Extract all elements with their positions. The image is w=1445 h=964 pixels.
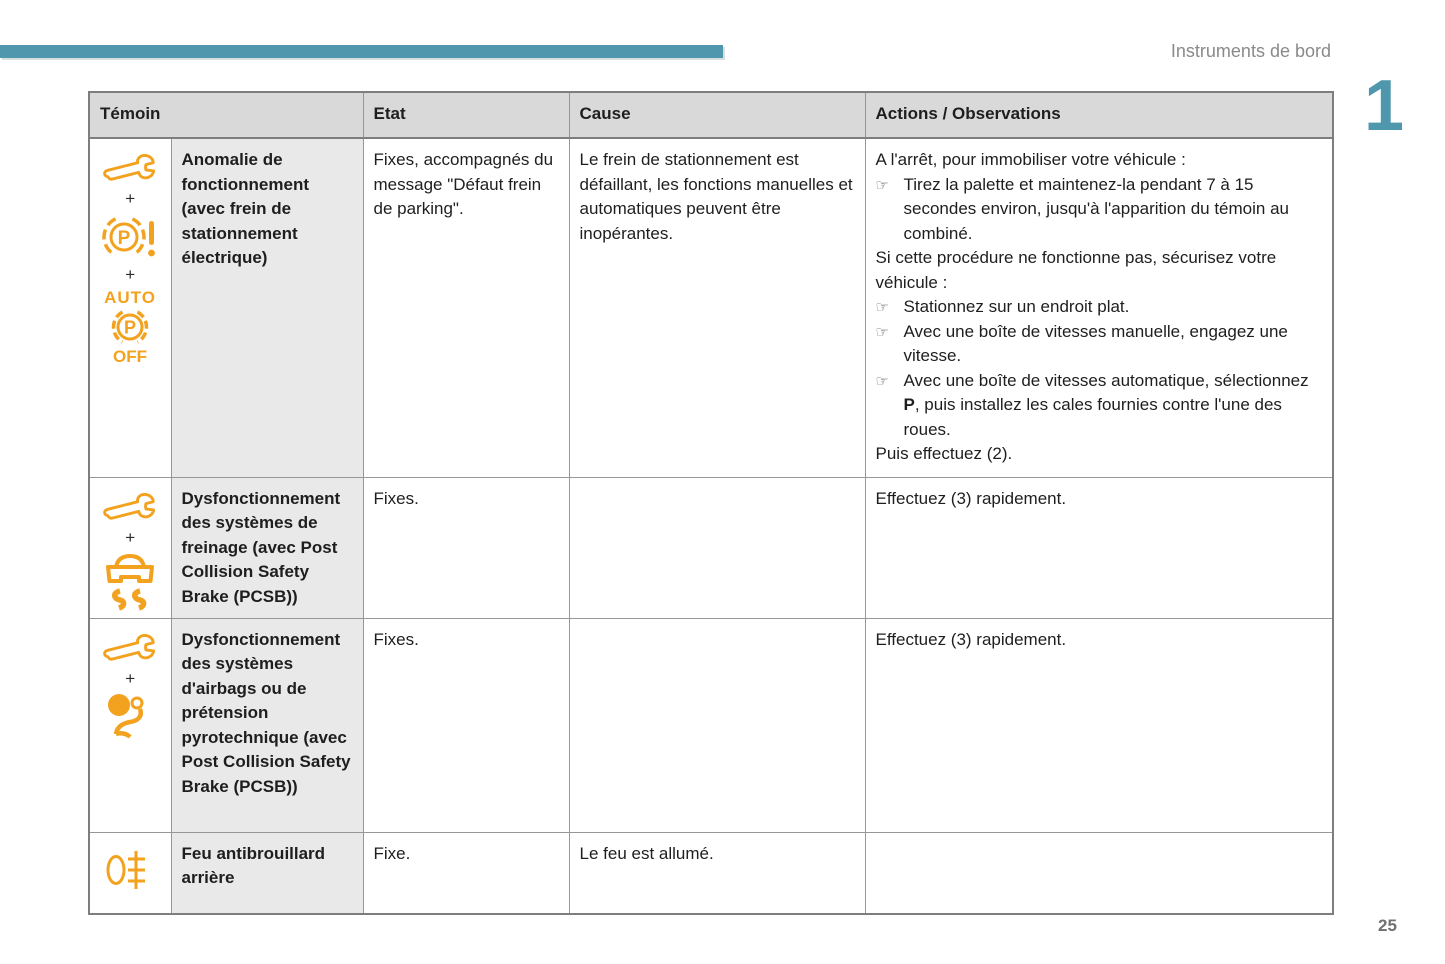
cause-cell (569, 618, 865, 832)
warning-title-cell: Anomalie de fonctionnement (avec frein de stationnement électrique) (171, 138, 363, 477)
table-row (89, 138, 1333, 477)
column-header-actions: Actions / Observations (865, 92, 1333, 138)
svg-text:AUTO: AUTO (104, 288, 157, 307)
warning-lights-table (88, 91, 1334, 915)
pointing-hand-icon: ☞ (875, 322, 889, 341)
etat-cell: Fixes. (363, 618, 569, 832)
cause-cell: Le frein de stationnement est défaillant, les fonctions manuelles et automatiques peuvent être inopérantes. (569, 138, 865, 477)
car-skid-icon (102, 551, 158, 613)
warning-title-cell: Dysfonctionnement des systèmes de freinage (avec Post Collision Safety Brake (PCSB)) (171, 477, 363, 618)
warning-title-cell: Dysfonctionnement des systèmes d'airbags ou de prétension pyrotechnique (avec Post Collision Safety Brake (PCSB)) (171, 618, 363, 832)
warning-title-cell: Feu antibrouillard arrière (171, 832, 363, 914)
column-header-etat: Etat (363, 92, 569, 138)
svg-text:P: P (124, 317, 137, 338)
pointing-hand-icon: ☞ (875, 298, 889, 316)
cause-cell (569, 477, 865, 618)
plus-sign: + (125, 527, 136, 547)
teal-header-bar (0, 45, 723, 58)
etat-cell: Fixe. (363, 832, 569, 914)
service-wrench-icon (101, 491, 159, 525)
plus-sign: + (125, 668, 136, 688)
table-header-row (89, 92, 1333, 138)
column-header-cause: Cause (569, 92, 865, 138)
actions-cell (865, 832, 1333, 914)
cause-cell: Le feu est allumé. (569, 832, 865, 914)
actions-cell: A l'arrêt, pour immobiliser votre véhicule : ☞ Tirez la palette et maintenez-la pendant 7 à 15 secondes environ, jusqu'à l'apparition du témoin au combiné. Si cette procédure ne fonctionne pas, sécurisez votre véhicule : ☞ Stationnez sur un endroit plat. ☞ Avec une boîte de vitesses manuelle, engagez une vitesse. ☞ Avec une boîte de vitesses automatique, sélectionnez P, puis installez les cales fournies contre l'une des roues. Puis effectuez (2). (865, 138, 1333, 477)
page-number: 25 (1378, 916, 1397, 935)
svg-text:P: P (117, 228, 131, 249)
pointing-hand-icon: ☞ (875, 371, 889, 390)
warning-icons-cell (89, 618, 171, 832)
column-header-temoin: Témoin (89, 92, 363, 138)
chapter-number-tab: 1 (1363, 66, 1405, 146)
table-row (89, 832, 1333, 914)
pointing-hand-icon: ☞ (875, 175, 889, 194)
etat-cell: Fixes, accompagnés du message "Défaut frein de parking". (363, 138, 569, 477)
table-row (89, 477, 1333, 618)
service-wrench-icon (101, 152, 159, 186)
actions-cell: Effectuez (3) rapidement. (865, 477, 1333, 618)
actions-cell: Effectuez (3) rapidement. (865, 618, 1333, 832)
service-wrench-icon (101, 632, 159, 666)
parking-brake-fault-icon (102, 212, 158, 262)
warning-icons-cell (89, 832, 171, 914)
svg-text:OFF: OFF (113, 347, 148, 364)
rear-fog-lamp-icon (105, 846, 155, 894)
warning-icons-cell (89, 477, 171, 618)
chapter-title: Instruments de bord (1170, 41, 1331, 61)
table-row (89, 618, 1333, 832)
warning-icons-cell (89, 138, 171, 477)
airbag-icon (104, 692, 156, 742)
etat-cell: Fixes. (363, 477, 569, 618)
plus-sign: + (125, 265, 136, 284)
auto-parking-brake-off-icon (96, 288, 164, 364)
plus-sign: + (125, 189, 136, 208)
